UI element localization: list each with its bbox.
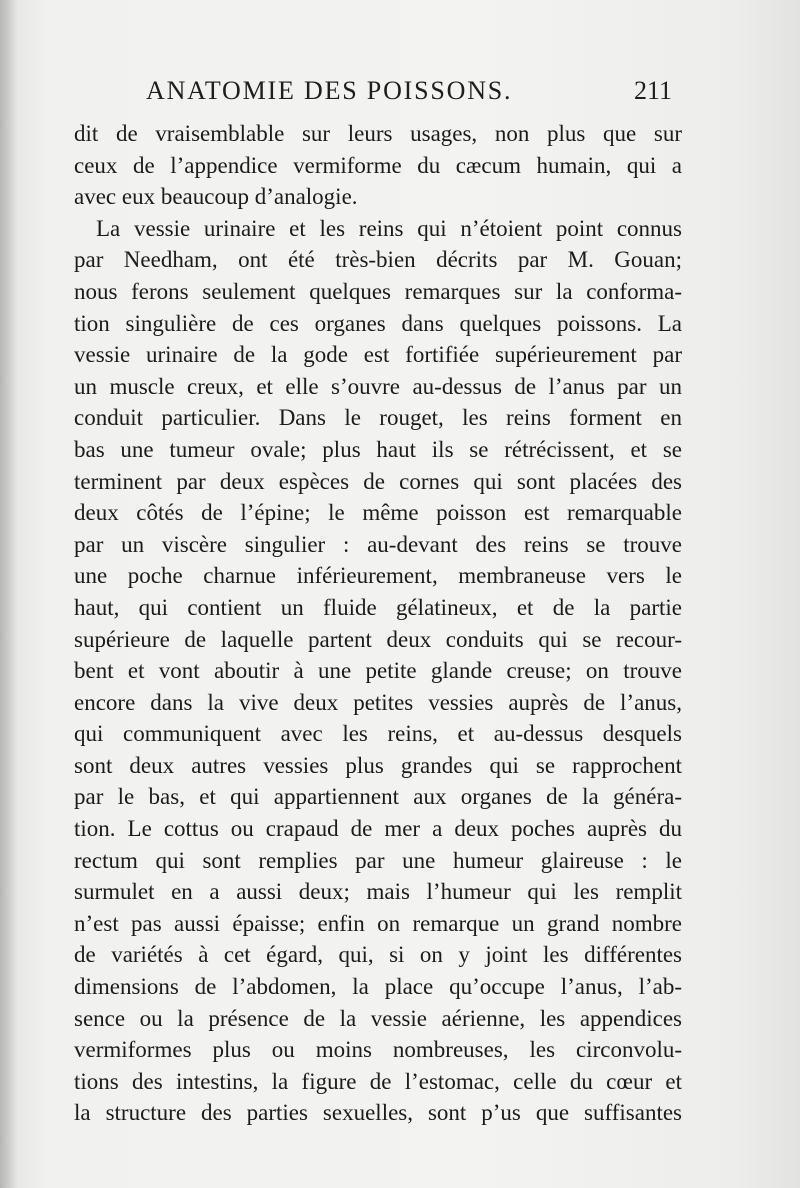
running-title: ANATOMIE DES POISSONS.	[146, 76, 513, 105]
text-line: encore dans la vive deux petites vessies auprès de l’anus,	[74, 689, 682, 715]
text-line: conduit particulier. Dans le rouget, les reins forment en	[74, 405, 682, 431]
text-line: tions des intestins, la figure de l’estomac, celle du cœur et	[74, 1068, 682, 1094]
text-line: tion singulière de ces organes dans quelques poissons. La	[74, 310, 682, 336]
text-line: bent et vont aboutir à une petite glande creuse; on trouve	[74, 658, 682, 684]
text-line: sence ou la présence de la vessie aérienne, les appendices	[74, 1005, 682, 1031]
text-line: n’est pas aussi épaisse; enfin on remarque un grand nombre	[74, 910, 682, 936]
page-header	[146, 76, 676, 114]
text-line: qui communiquent avec les reins, et au-dessus desquels	[74, 721, 682, 747]
text-line: par Needham, ont été très-bien décrits par M. Gouan;	[74, 247, 682, 273]
text-line: surmulet en a aussi deux; mais l’humeur qui les remplit	[74, 879, 682, 905]
text-line: par un viscère singulier : au-devant des reins se trouve	[74, 531, 682, 557]
text-line: par le bas, et qui appartiennent aux organes de la généra-	[74, 784, 682, 810]
body-text	[74, 118, 682, 1129]
text-line: vessie urinaire de la gode est fortifiée supérieurement par	[74, 342, 682, 368]
text-line: de variétés à cet égard, qui, si on y joint les différentes	[74, 942, 682, 968]
text-line: bas une tumeur ovale; plus haut ils se rétrécissent, et se	[74, 436, 682, 462]
page-number: 211	[633, 76, 672, 105]
text-line: sont deux autres vessies plus grandes qui se rapprochent	[74, 752, 682, 778]
text-line: tion. Le cottus ou crapaud de mer a deux poches auprès du	[74, 816, 682, 842]
text-line: nous ferons seulement quelques remarques sur la conforma-	[74, 278, 682, 304]
text-line: avec eux beaucoup d’analogie.	[74, 184, 358, 210]
text-line: une poche charnue inférieurement, membraneuse vers le	[74, 563, 682, 589]
text-line: La vessie urinaire et les reins qui n’étoient point connus	[96, 215, 682, 241]
text-line: un muscle creux, et elle s’ouvre au-dessus de l’anus par un	[74, 373, 682, 399]
text-line: rectum qui sont remplies par une humeur glaireuse : le	[74, 847, 682, 873]
text-line: dit de vraisemblable sur leurs usages, non plus que sur	[74, 121, 682, 146]
text-line: ceux de l’appendice vermiforme du cæcum humain, qui a	[74, 152, 682, 178]
text-line: deux côtés de l’épine; le même poisson est remarquable	[74, 500, 682, 526]
binding-shadow	[0, 0, 18, 1188]
text-line: supérieure de laquelle partent deux conduits qui se recour-	[74, 626, 682, 652]
text-line: la structure des parties sexuelles, sont p’us que suffisantes	[74, 1100, 682, 1126]
text-line: vermiformes plus ou moins nombreuses, les circonvolu-	[74, 1037, 682, 1063]
text-line: terminent par deux espèces de cornes qui sont placées des	[74, 468, 682, 494]
text-line: dimensions de l’abdomen, la place qu’occupe l’anus, l’ab-	[74, 974, 682, 1000]
text-line: haut, qui contient un fluide gélatineux, et de la partie	[74, 594, 682, 620]
